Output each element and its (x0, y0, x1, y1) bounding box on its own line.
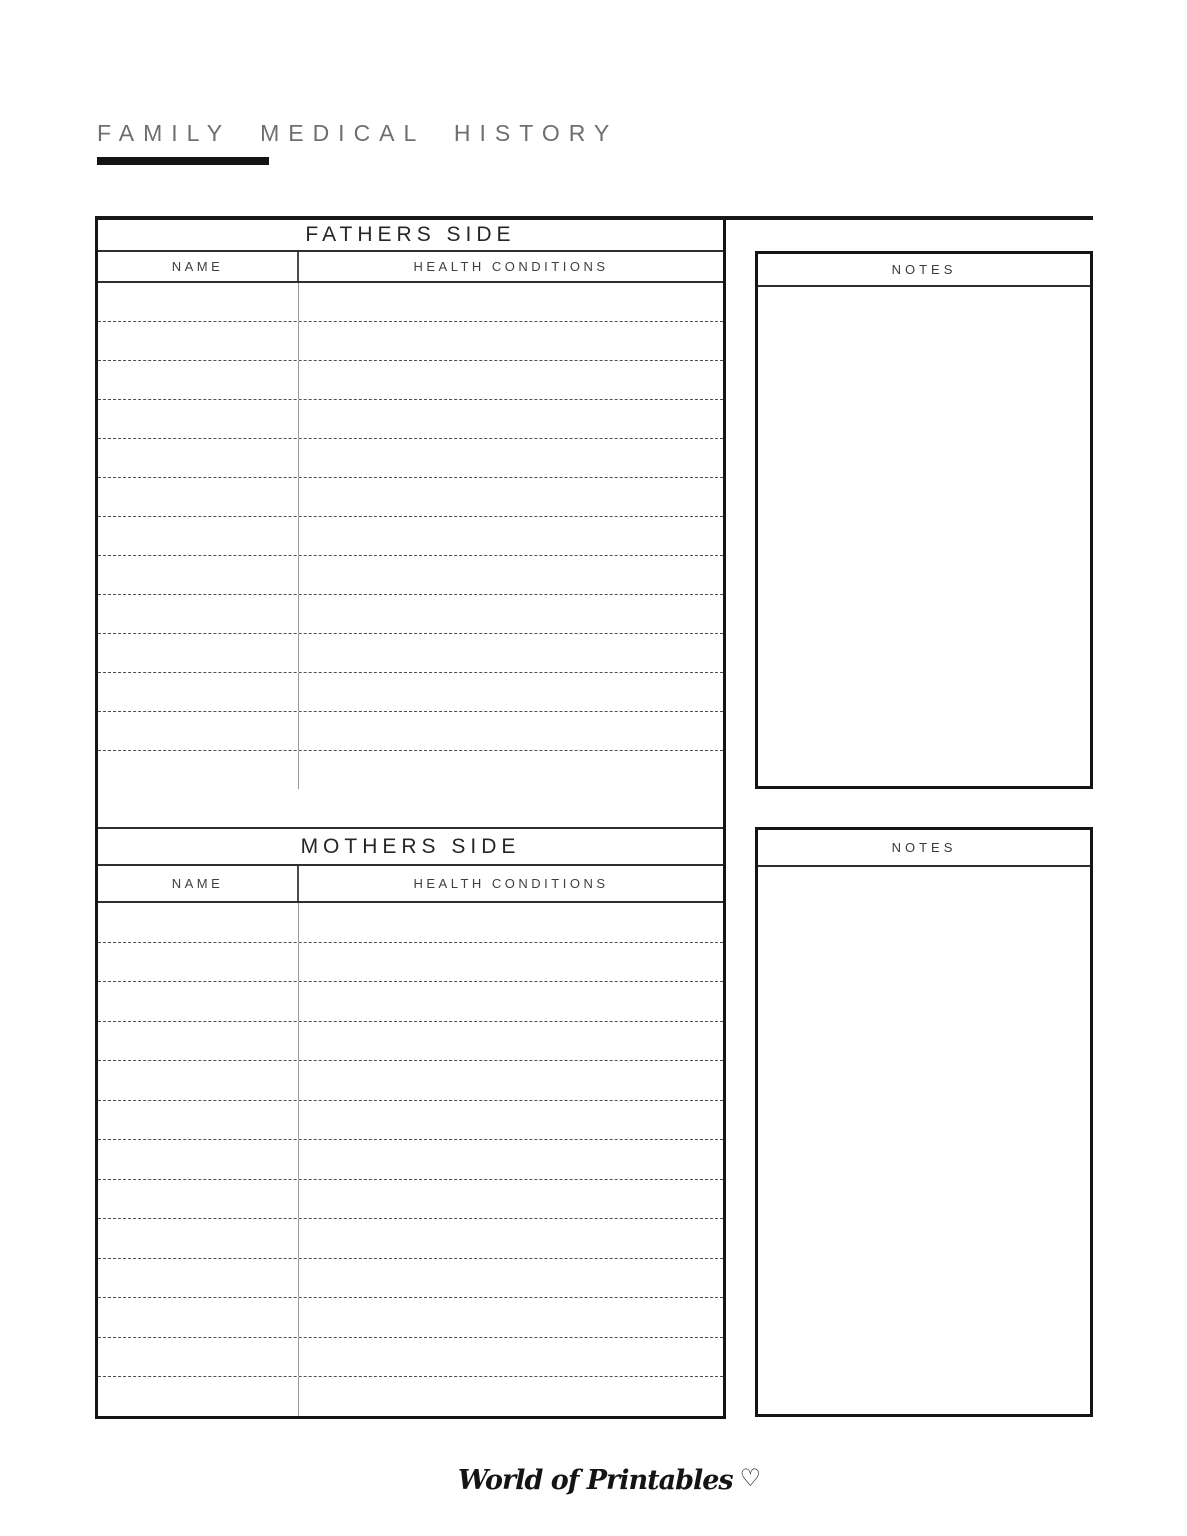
table-row (98, 517, 723, 556)
name-cell[interactable] (98, 322, 299, 360)
name-cell[interactable] (98, 1180, 299, 1219)
table-row (98, 1101, 723, 1141)
notes-top-content-area[interactable] (758, 287, 1090, 786)
footer (0, 1464, 1187, 1496)
table-row (98, 439, 723, 478)
table-row (98, 361, 723, 400)
family-tables-container (95, 220, 726, 1419)
table-row (98, 400, 723, 439)
mothers-rows (98, 903, 723, 1416)
conditions-cell[interactable] (299, 478, 723, 516)
name-cell[interactable] (98, 673, 299, 711)
name-cell[interactable] (98, 1140, 299, 1179)
table-row (98, 1061, 723, 1101)
name-cell[interactable] (98, 1101, 299, 1140)
table-row (98, 1298, 723, 1338)
table-row (98, 1377, 723, 1416)
name-cell[interactable] (98, 1259, 299, 1298)
conditions-cell[interactable] (299, 517, 723, 555)
table-row (98, 1022, 723, 1062)
name-cell[interactable] (98, 1298, 299, 1337)
name-cell[interactable] (98, 982, 299, 1021)
fathers-name-column-header: NAME (98, 252, 299, 281)
name-cell[interactable] (98, 439, 299, 477)
fathers-rows (98, 283, 723, 789)
name-cell[interactable] (98, 634, 299, 672)
table-row (98, 478, 723, 517)
conditions-cell[interactable] (299, 439, 723, 477)
name-cell[interactable] (98, 1061, 299, 1100)
notes-bottom-label: NOTES (758, 830, 1090, 867)
name-cell[interactable] (98, 1022, 299, 1061)
mothers-columns-header (98, 866, 723, 903)
fathers-columns-header (98, 252, 723, 283)
conditions-cell[interactable] (299, 595, 723, 633)
conditions-cell[interactable] (299, 982, 723, 1021)
name-cell[interactable] (98, 1219, 299, 1258)
conditions-cell[interactable] (299, 322, 723, 360)
conditions-cell[interactable] (299, 903, 723, 942)
conditions-cell[interactable] (299, 1022, 723, 1061)
mothers-name-column-header: NAME (98, 866, 299, 901)
conditions-cell[interactable] (299, 634, 723, 672)
name-cell[interactable] (98, 361, 299, 399)
table-row (98, 712, 723, 751)
conditions-cell[interactable] (299, 1377, 723, 1416)
table-row (98, 903, 723, 943)
conditions-cell[interactable] (299, 556, 723, 594)
page-title: FAMILY MEDICAL HISTORY (97, 120, 619, 146)
table-row (98, 1219, 723, 1259)
table-row (98, 283, 723, 322)
name-cell[interactable] (98, 903, 299, 942)
name-cell[interactable] (98, 1377, 299, 1416)
table-row (98, 751, 723, 789)
conditions-cell[interactable] (299, 1140, 723, 1179)
table-row (98, 982, 723, 1022)
conditions-cell[interactable] (299, 1180, 723, 1219)
conditions-cell[interactable] (299, 361, 723, 399)
table-row (98, 1338, 723, 1378)
name-cell[interactable] (98, 751, 299, 789)
fathers-side-title: FATHERS SIDE (98, 220, 723, 252)
name-cell[interactable] (98, 712, 299, 750)
conditions-cell[interactable] (299, 400, 723, 438)
name-cell[interactable] (98, 556, 299, 594)
table-row (98, 634, 723, 673)
conditions-cell[interactable] (299, 673, 723, 711)
conditions-cell[interactable] (299, 1259, 723, 1298)
mothers-conditions-column-header: HEALTH CONDITIONS (413, 876, 609, 891)
fathers-conditions-column-header: HEALTH CONDITIONS (413, 259, 609, 274)
name-cell[interactable] (98, 943, 299, 982)
table-row (98, 1259, 723, 1299)
name-cell[interactable] (98, 595, 299, 633)
conditions-cell[interactable] (299, 283, 723, 321)
conditions-cell[interactable] (299, 1338, 723, 1377)
mothers-side-title: MOTHERS SIDE (98, 827, 723, 866)
table-row (98, 1180, 723, 1220)
notes-box-bottom (755, 827, 1093, 1417)
conditions-cell[interactable] (299, 712, 723, 750)
table-row (98, 556, 723, 595)
name-cell[interactable] (98, 517, 299, 555)
name-cell[interactable] (98, 1338, 299, 1377)
title-accent-bar (97, 157, 269, 165)
heart-icon: ♡ (739, 1464, 762, 1492)
brand-logo-text: World of Printables (457, 1465, 733, 1496)
conditions-cell[interactable] (299, 1298, 723, 1337)
name-cell[interactable] (98, 283, 299, 321)
name-cell[interactable] (98, 478, 299, 516)
table-row (98, 673, 723, 712)
conditions-cell[interactable] (299, 751, 723, 789)
notes-box-top (755, 251, 1093, 789)
section-separator (98, 789, 723, 827)
conditions-cell[interactable] (299, 943, 723, 982)
name-cell[interactable] (98, 400, 299, 438)
table-row (98, 595, 723, 634)
table-row (98, 1140, 723, 1180)
conditions-cell[interactable] (299, 1219, 723, 1258)
conditions-cell[interactable] (299, 1061, 723, 1100)
notes-top-label: NOTES (758, 254, 1090, 287)
conditions-cell[interactable] (299, 1101, 723, 1140)
table-row (98, 322, 723, 361)
table-row (98, 943, 723, 983)
notes-bottom-content-area[interactable] (758, 867, 1090, 1414)
